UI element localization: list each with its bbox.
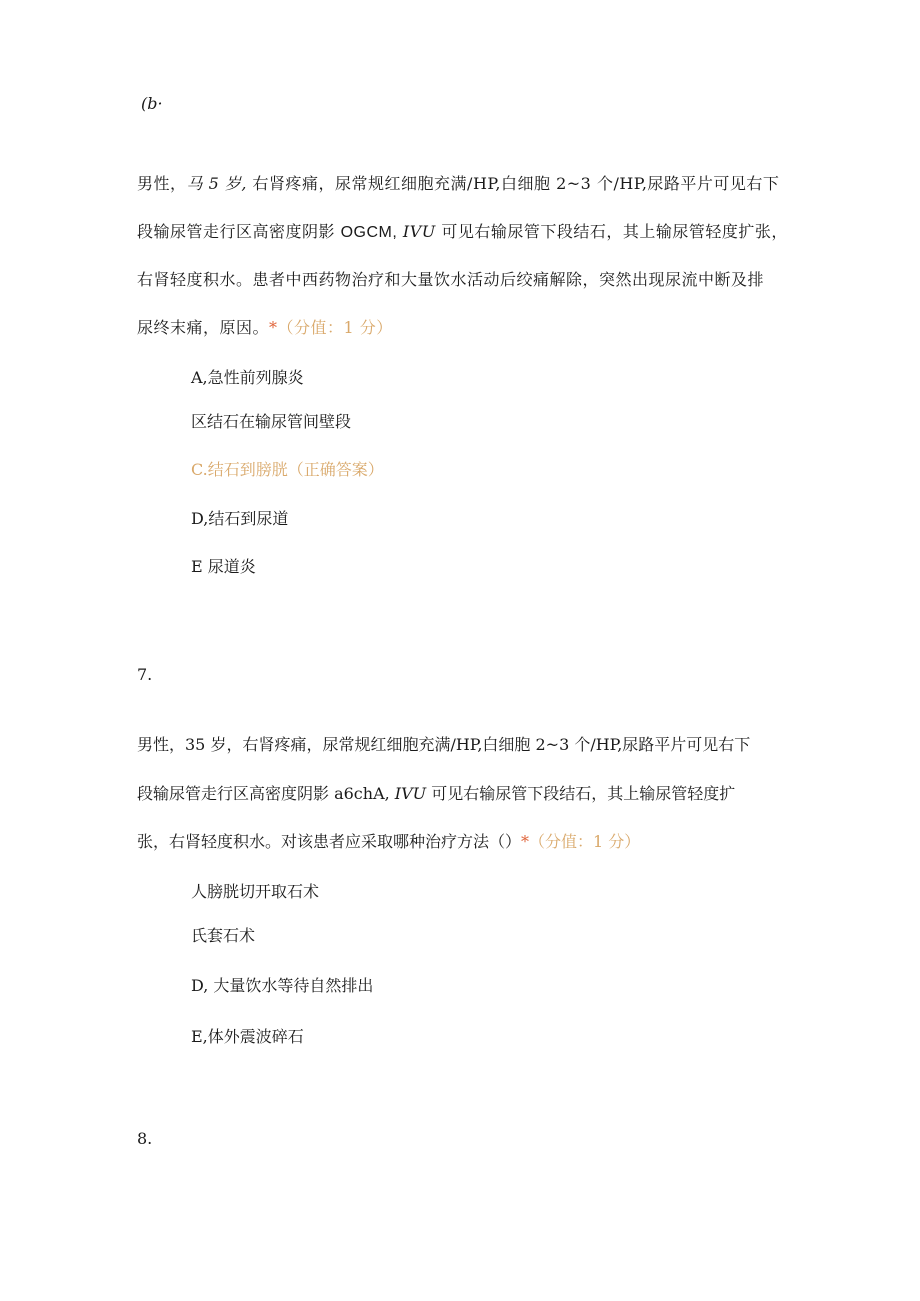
question-6-option-e[interactable]: E 尿道炎 <box>191 557 256 576</box>
stem-text: 可见右输尿管下段结石，其上输尿管轻度扩 <box>426 784 736 803</box>
question-7-option-b[interactable]: 氏套石术 <box>191 926 256 945</box>
question-6-stem-line-1 <box>137 174 779 194</box>
question-7-number: 7. <box>137 665 153 684</box>
stem-age: 马 5 岁, <box>186 174 247 193</box>
question-6-option-a[interactable]: A,急性前列腺炎 <box>191 368 304 387</box>
stem-text: 右肾疼痛，尿常规红细胞充满/HP,白细胞 2~3 个/HP,尿路平片可见右下 <box>246 174 780 193</box>
stem-ivu: IVU <box>397 222 436 241</box>
question-7-stem-line-3 <box>137 832 640 852</box>
required-mark: * <box>521 832 530 851</box>
question-7-option-d[interactable]: D, 大量饮水等待自然排出 <box>191 976 374 995</box>
question-7-option-a[interactable]: 人膀胱切开取石术 <box>191 882 320 901</box>
required-mark: * <box>269 318 278 337</box>
stem-text: 男性， <box>137 174 187 193</box>
question-6-stem-line-4 <box>137 318 393 338</box>
question-8-number: 8. <box>137 1129 153 1148</box>
score-label: （分值：1 分） <box>529 832 641 851</box>
stem-text: 可见右输尿管下段结石，其上输尿管轻度扩张， <box>435 222 788 241</box>
question-7-option-e[interactable]: E,体外震波碎石 <box>191 1027 304 1046</box>
stem-ivu: IVU <box>389 784 427 803</box>
stem-text: 段输尿管走行区高密度阴影 <box>137 222 341 241</box>
stem-text: 段输尿管走行区高密度阴影 a6chA, <box>137 784 390 803</box>
question-6-option-d[interactable]: D,结石到尿道 <box>191 509 289 528</box>
question-6-stem-line-2 <box>137 222 788 243</box>
score-label: （分值：1 分） <box>277 318 393 337</box>
question-7-stem-line-1: 男性，35 岁，右肾疼痛，尿常规红细胞充满/HP,白细胞 2~3 个/HP,尿路平片可见右下 <box>137 735 751 754</box>
question-6-number: (b· <box>141 94 163 113</box>
stem-ocr-text: OGCM, <box>340 224 398 241</box>
question-7-stem-line-2 <box>137 784 735 804</box>
stem-text: 张，右肾轻度积水。对该患者应采取哪种治疗方法（） <box>137 832 522 851</box>
question-6-option-b[interactable]: 区结石在输尿管间壁段 <box>191 412 352 431</box>
question-6-option-c-correct[interactable]: C.结石到膀胱（正确答案） <box>191 460 384 479</box>
question-6-stem-line-3: 右肾轻度积水。患者中西药物治疗和大量饮水活动后绞痛解除，突然出现尿流中断及排 <box>137 270 765 289</box>
stem-text: 尿终末痛，原因。 <box>137 318 270 337</box>
